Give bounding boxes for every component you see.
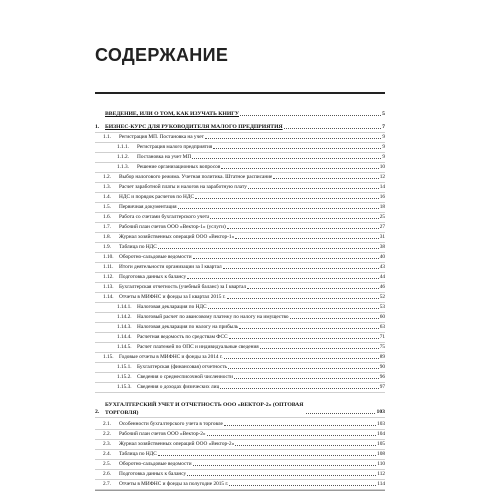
- toc-entry-page: 18: [379, 204, 385, 210]
- toc-entry-page: 40: [379, 254, 385, 260]
- toc-dot-leader: [235, 444, 376, 446]
- toc-entry-title: Таблица по НДС: [119, 244, 157, 250]
- toc-entry-number: 1.14.4.: [117, 334, 132, 340]
- toc-entry-title: Выбор налогового режима. Учетная политика. Штатное расписание: [119, 174, 273, 180]
- toc-entry: [95, 429, 385, 439]
- toc-entry-number: 1.15.1.: [117, 364, 132, 370]
- toc-entry: [95, 302, 385, 312]
- toc-entry-title: Регистрация малого предприятия: [137, 144, 213, 150]
- toc-entry-page: 12: [379, 174, 385, 180]
- toc-entry: [95, 459, 385, 469]
- toc-entry: [95, 439, 385, 449]
- toc-entry-number: 1.12.: [103, 274, 114, 280]
- toc-entry-title: Таблица по НДС: [119, 451, 157, 457]
- toc-entry: [95, 312, 385, 322]
- toc-entry-number: 2.3.: [103, 441, 111, 447]
- toc-entry-page: 103: [376, 409, 385, 415]
- toc-entry: [95, 272, 385, 282]
- toc-entry: [95, 109, 385, 119]
- toc-entry-title: Расчетная ведомость по средствам ФСС: [137, 334, 228, 340]
- toc-entry-number: 1.14.1.: [117, 304, 132, 310]
- toc-entry-number: 2.6.: [103, 471, 111, 477]
- toc-entry: [95, 232, 385, 242]
- toc-entry-title: Подготовка данных к балансу: [119, 274, 187, 280]
- toc-dot-leader: [290, 317, 379, 319]
- toc-entry-page: 52: [379, 294, 385, 300]
- toc-entry: [95, 397, 385, 417]
- toc-entry-title: Расчет заработной платы и налогов на заработную плату: [119, 184, 247, 190]
- toc-dot-leader: [229, 484, 376, 486]
- toc-entry-number: 1.3.: [103, 184, 111, 190]
- toc-entry-title: Оборотно-сальдовые ведомости: [119, 461, 192, 467]
- toc-entry-title: БУХГАЛТЕРСКИЙ УЧЕТ И ОТЧЕТНОСТЬ ООО «ВЕКТОР-2» (ОПТОВАЯ ТОРГОВЛЯ): [105, 402, 304, 416]
- toc-entry-number: 2.: [95, 409, 100, 415]
- toc-entry-page: 43: [379, 264, 385, 270]
- toc-entry: [95, 202, 385, 212]
- toc-dot-leader: [224, 424, 376, 426]
- toc-entry-title: Первичная документация: [119, 204, 177, 210]
- toc-entry-number: 2.2.: [103, 431, 111, 437]
- toc-entry-title: Работа со счетами бухгалтерского учета: [119, 214, 210, 220]
- toc-entry: [95, 362, 385, 372]
- toc-dot-leader: [260, 347, 379, 349]
- toc-entry: [95, 469, 385, 479]
- toc-entry-page: 7: [382, 124, 385, 130]
- toc-entry-title: Отчеты в МИФНС и фонды за полугодие 2015 г.: [119, 481, 229, 487]
- toc-dot-leader: [306, 412, 375, 414]
- toc-entry-title: Журнал хозяйственных операций ООО «Вектор-1»: [119, 234, 235, 240]
- toc-entry-title: Регистрация МП. Постановка на учет: [119, 134, 204, 140]
- toc-entry-title: Итоги деятельности организации за I квартал: [119, 264, 222, 270]
- toc-row-separator: [95, 392, 385, 393]
- toc-entry-number: 1.14.5.: [117, 344, 132, 350]
- toc-dot-leader: [220, 387, 378, 389]
- toc-dot-leader: [240, 114, 381, 116]
- toc-entry-title: Журнал хозяйственных операций ООО «Вектор-2»: [119, 441, 235, 447]
- toc-dot-leader: [187, 277, 379, 279]
- toc-entry-page: 53: [379, 304, 385, 310]
- toc-entry-title: Решение организационных вопросов: [137, 164, 221, 170]
- toc-entry-page: 96: [379, 374, 385, 380]
- toc-entry-title: Отчеты в МИФНС и фонды за I квартал 2015 г.: [119, 294, 226, 300]
- toc-entry-number: 1.1.1.: [117, 144, 129, 150]
- toc-entry-page: 9: [382, 134, 385, 140]
- toc-entry-number: 1.4.: [103, 194, 111, 200]
- toc-entry-number: 1.14.3.: [117, 324, 132, 330]
- toc-dot-leader: [158, 247, 379, 249]
- toc-dot-leader: [273, 177, 378, 179]
- toc-entry-page: 27: [379, 224, 385, 230]
- toc-entry-page: 110: [377, 461, 385, 467]
- toc-entry-title: Налоговая декларация по налогу на прибыль: [137, 324, 239, 330]
- toc-entry-number: 1.6.: [103, 214, 111, 220]
- toc-entry-page: 10: [379, 164, 385, 170]
- toc-entry-page: 9: [382, 144, 385, 150]
- toc-entry: [95, 152, 385, 162]
- toc-entry-page: 16: [379, 194, 385, 200]
- toc-entry: [95, 212, 385, 222]
- toc-entry-title: Бухгалтерская отчетность (учебный баланс) за I квартал: [119, 284, 247, 290]
- toc-dot-leader: [207, 434, 376, 436]
- toc-entry: [95, 419, 385, 429]
- toc-entry-title: Рабочий план счетов ООО «Вектор-2»: [119, 431, 206, 437]
- toc-dot-leader: [210, 217, 378, 219]
- toc-dot-leader: [284, 127, 382, 129]
- toc-entry-title: Налоговый расчет по авансовому платежу по налогу на имущество: [137, 314, 289, 320]
- toc-dot-leader: [193, 257, 379, 259]
- toc-entry-page: 89: [379, 354, 385, 360]
- toc-entry-page: 14: [379, 184, 385, 190]
- toc-entry: [95, 382, 385, 392]
- toc-entry-page: 90: [379, 364, 385, 370]
- toc-entry: [95, 142, 385, 152]
- toc-entry-title: Сведения о доходах физических лиц: [137, 384, 220, 390]
- toc-entry: [95, 242, 385, 252]
- page-bottom-rule: [95, 490, 385, 491]
- toc-entry-page: 60: [379, 314, 385, 320]
- toc-dot-leader: [227, 227, 379, 229]
- toc-entry-number: 2.7.: [103, 481, 111, 487]
- toc-dot-leader: [247, 287, 379, 289]
- toc-entry: [95, 322, 385, 332]
- toc-entry-page: 44: [379, 274, 385, 280]
- toc-dot-leader: [158, 454, 376, 456]
- toc-entry: [95, 122, 385, 132]
- toc-entry-number: 2.4.: [103, 451, 111, 457]
- toc-entry-title: Оборотно-сальдовые ведомости: [119, 254, 192, 260]
- toc-dot-leader: [239, 327, 378, 329]
- toc-entry-title: Годовые отчеты в МИФНС и фонды за 2014 г.: [119, 354, 223, 360]
- toc-dot-leader: [229, 337, 379, 339]
- toc-entry: [95, 132, 385, 142]
- toc-entry-number: 1.1.: [103, 134, 111, 140]
- toc-entry-page: 103: [377, 421, 385, 427]
- toc-dot-leader: [234, 377, 379, 379]
- toc-dot-leader: [208, 307, 379, 309]
- toc-entry-title: НДС и порядок расчетов по НДС: [119, 194, 195, 200]
- toc-entry-title: Особенности бухгалтерского учета в торговле: [119, 421, 223, 427]
- toc-entry: [95, 372, 385, 382]
- toc-entry-number: 1.14.2.: [117, 314, 132, 320]
- toc-entry-page: 46: [379, 284, 385, 290]
- toc-entry: [95, 252, 385, 262]
- toc-entry-title: Подготовка данных к балансу: [119, 471, 187, 477]
- toc-entry-number: 1.2.: [103, 174, 111, 180]
- toc-entry-page: 9: [382, 154, 385, 160]
- toc-entry-number: 1.15.3.: [117, 384, 132, 390]
- toc-row-separator: [95, 417, 385, 418]
- toc-entry-number: 2.5.: [103, 461, 111, 467]
- toc-entry: [95, 192, 385, 202]
- toc-entry-number: 1.10.: [103, 254, 114, 260]
- toc-entry: [95, 172, 385, 182]
- toc-entry-page: 38: [379, 244, 385, 250]
- toc-entry-title: Постановка на учет МП: [137, 154, 192, 160]
- toc-entry-page: 71: [379, 334, 385, 340]
- toc-entry-number: 1.15.: [103, 354, 114, 360]
- toc-entry-title: Рабочий план счетов ООО «Вектор-1» (услуги): [119, 224, 226, 230]
- toc-entry-page: 25: [379, 214, 385, 220]
- toc-entry-number: 2.1.: [103, 421, 111, 427]
- title-underline: [95, 92, 385, 94]
- toc-entry: [95, 342, 385, 352]
- toc-dot-leader: [178, 207, 379, 209]
- toc-dot-leader: [221, 167, 378, 169]
- toc-dot-leader: [224, 357, 379, 359]
- toc-entry: [95, 352, 385, 362]
- toc-entry-number: 1.1.2.: [117, 154, 129, 160]
- toc-entry-title: БИЗНЕС-КУРС ДЛЯ РУКОВОДИТЕЛЯ МАЛОГО ПРЕДПРИЯТИЯ: [105, 124, 283, 130]
- toc-entry-title: Налоговая декларация по НДС: [137, 304, 207, 310]
- toc-entry-title: ВВЕДЕНИЕ, ИЛИ О ТОМ, КАК ИЗУЧАТЬ КНИГУ: [105, 111, 240, 117]
- toc-dot-leader: [192, 157, 381, 159]
- toc-entry-page: 105: [377, 441, 385, 447]
- toc-entry: [95, 449, 385, 459]
- toc-entry-page: 75: [379, 344, 385, 350]
- toc-entry-page: 108: [377, 451, 385, 457]
- toc-entry-page: 97: [379, 384, 385, 390]
- toc-entry-title: Сведения о среднесписочной численности: [137, 374, 234, 380]
- toc-entry-number: 1.1.3.: [117, 164, 129, 170]
- toc-entry-number: 1.7.: [103, 224, 111, 230]
- toc-dot-leader: [193, 464, 377, 466]
- toc-entry: [95, 262, 385, 272]
- toc-entry-page: 112: [377, 471, 385, 477]
- toc-entry-page: 104: [377, 431, 385, 437]
- toc-entry-number: 1.15.2.: [117, 374, 132, 380]
- toc-entry: [95, 479, 385, 489]
- toc-entry-page: 114: [377, 481, 385, 487]
- toc-entry: [95, 222, 385, 232]
- toc-dot-leader: [228, 367, 379, 369]
- toc-entry: [95, 282, 385, 292]
- toc-entry-title: Расчет платежей по ОПС и индивидуальные сведения: [137, 344, 259, 350]
- toc-entry-number: 1.8.: [103, 234, 111, 240]
- toc-entry: [95, 182, 385, 192]
- page-title: СОДЕРЖАНИЕ: [95, 45, 229, 65]
- toc-dot-leader: [195, 197, 379, 199]
- toc-entry-number: 1.5.: [103, 204, 111, 210]
- toc-entry-page: 63: [379, 324, 385, 330]
- toc-entry-number: 1.9.: [103, 244, 111, 250]
- toc-entry-number: 1.: [95, 124, 100, 130]
- toc-entry: [95, 292, 385, 302]
- toc-entry: [95, 162, 385, 172]
- toc-entry-number: 1.14.: [103, 294, 114, 300]
- toc-entry-number: 1.13.: [103, 284, 114, 290]
- toc-dot-leader: [248, 187, 379, 189]
- toc-entry-page: 31: [379, 234, 385, 240]
- toc-entry-title: Бухгалтерская (финансовая) отчетность: [137, 364, 227, 370]
- toc-entry-page: 5: [382, 111, 385, 117]
- toc-dot-leader: [235, 237, 378, 239]
- toc-dot-leader: [187, 474, 376, 476]
- toc-dot-leader: [227, 297, 379, 299]
- toc-dot-leader: [223, 267, 379, 269]
- toc-dot-leader: [205, 137, 381, 139]
- toc-dot-leader: [213, 147, 381, 149]
- toc-entry: [95, 332, 385, 342]
- toc-entry-number: 1.11.: [103, 264, 114, 270]
